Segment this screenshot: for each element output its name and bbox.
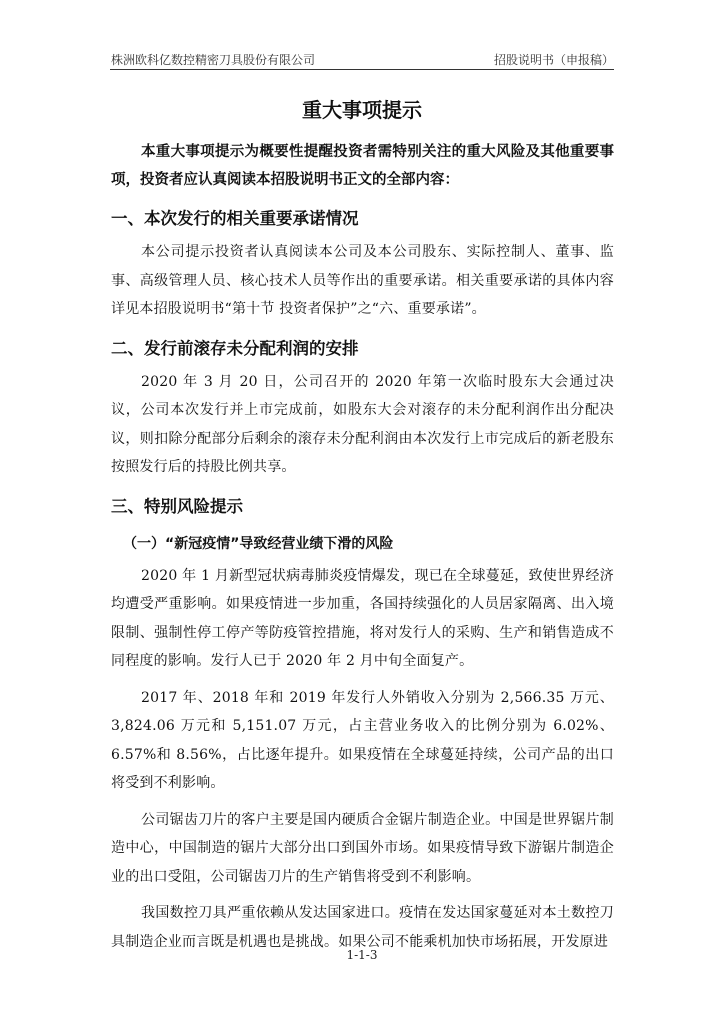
paragraph: 2017 年、2018 年和 2019 年发行人外销收入分别为 2,566.35 万元、3,824.06 万元和 5,151.07 万元，占主营业务收入的比例分别为 6.02%、6.57%和 8.56%，占比逐年提升。如果疫情在全球蔓延持续，公司产品的出口将受到不利影响。 [111,689,614,791]
section-heading-profit-distribution: 二、发行前滚存未分配利润的安排 [111,338,359,358]
header-divider [110,69,614,70]
section-heading-commitments: 一、本次发行的相关重要承诺情况 [111,209,359,228]
main-content [111,128,614,956]
header-document-type: 招股说明书（申报稿） [493,53,614,67]
intro-paragraph: 本重大事项提示为概要性提醒投资者需特别关注的重大风险及其他重要事项，投资者应认真阅读本招股说明书正文的全部内容： [111,144,614,188]
paragraph: 我国数控刀具严重依赖从发达国家进口。疫情在发达国家蔓延对本土数控刀具制造企业而言既是机遇也是挑战。如果公司不能乘机加快市场拓展，开发原进 [111,905,614,950]
page-title: 重大事项提示 [302,98,422,122]
paragraph: 2020 年 3 月 20 日，公司召开的 2020 年第一次临时股东大会通过决议，公司本次发行并上市完成前，如股东大会对滚存的未分配利润作出分配决议，则扣除分配部分后剩余的滚存未分配利润由本次发行上市完成后的新老股东按照发行后的持股比例共享。 [111,373,614,475]
header-company-name: 株洲欧科亿数控精密刀具股份有限公司 [111,53,316,67]
paragraph: 2020 年 1 月新型冠状病毒肺炎疫情爆发，现已在全球蔓延，致使世界经济均遭受严重影响。如果疫情进一步加重，各国持续强化的人员居家隔离、出入境限制、强制性停工停产等防疫管控措施，将对发行人的采购、生产和销售造成不同程度的影响。发行人已于 2020 年 2 月中旬全面复产。 [111,567,614,669]
paragraph: 本公司提示投资者认真阅读本公司及本公司股东、实际控制人、董事、监事、高级管理人员、核心技术人员等作出的重要承诺。相关重要承诺的具体内容详见本招股说明书“第十节 投资者保护”之“六、重要承诺”。 [111,244,614,317]
subsection-heading-covid-risk: （一）“新冠疫情”导致经营业绩下滑的风险 [123,535,394,552]
page-number: 1-1-3 [346,948,378,962]
paragraph: 公司锯齿刀片的客户主要是国内硬质合金锯片制造企业。中国是世界锯片制造中心，中国制造的锯片大部分出口到国外市场。如果疫情导致下游锯片制造企业的出口受阻，公司锯齿刀片的生产销售将受到不利影响。 [111,811,614,885]
section-heading-risk-warning: 三、特别风险提示 [111,496,243,516]
